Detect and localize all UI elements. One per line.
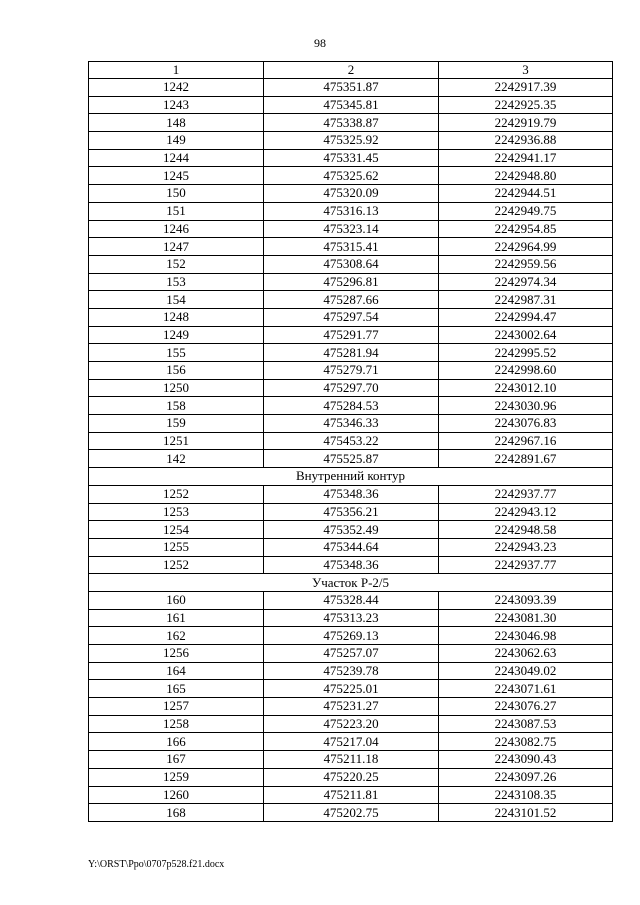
cell-x-coordinate: 475325.62 [264,167,439,185]
cell-point-number: 158 [89,397,264,415]
cell-x-coordinate: 475453.22 [264,432,439,450]
table-row [89,79,613,97]
cell-y-coordinate: 2243071.61 [439,680,613,698]
cell-point-number: 151 [89,202,264,220]
table-row [89,627,613,645]
cell-x-coordinate: 475308.64 [264,255,439,273]
cell-x-coordinate: 475211.18 [264,751,439,769]
table-row [89,804,613,822]
cell-point-number: 1260 [89,786,264,804]
cell-y-coordinate: 2242949.75 [439,202,613,220]
table-row [89,450,613,468]
cell-point-number: 1246 [89,220,264,238]
cell-point-number: 167 [89,751,264,769]
cell-point-number: 1252 [89,556,264,574]
cell-y-coordinate: 2243076.83 [439,415,613,433]
cell-x-coordinate: 475338.87 [264,114,439,132]
table-row [89,680,613,698]
table-row [89,149,613,167]
cell-point-number: 1259 [89,768,264,786]
cell-point-number: 1254 [89,521,264,539]
table-row [89,291,613,309]
table-row [89,521,613,539]
cell-point-number: 166 [89,733,264,751]
cell-point-number: 159 [89,415,264,433]
cell-point-number: 165 [89,680,264,698]
cell-y-coordinate: 2243082.75 [439,733,613,751]
table-row [89,538,613,556]
cell-x-coordinate: 475225.01 [264,680,439,698]
cell-point-number: 1258 [89,715,264,733]
cell-x-coordinate: 475348.36 [264,485,439,503]
cell-y-coordinate: 2242998.60 [439,362,613,380]
cell-x-coordinate: 475345.81 [264,96,439,114]
cell-point-number: 154 [89,291,264,309]
table-row [89,432,613,450]
cell-point-number: 160 [89,591,264,609]
cell-point-number: 1255 [89,538,264,556]
cell-y-coordinate: 2242948.58 [439,521,613,539]
cell-y-coordinate: 2242936.88 [439,132,613,150]
cell-point-number: 156 [89,362,264,380]
cell-x-coordinate: 475346.33 [264,415,439,433]
file-path-footer: Y:\ORST\Ppo\0707p528.f21.docx [88,859,225,870]
cell-point-number: 1252 [89,485,264,503]
cell-x-coordinate: 475351.87 [264,79,439,97]
cell-y-coordinate: 2243030.96 [439,397,613,415]
cell-point-number: 153 [89,273,264,291]
cell-y-coordinate: 2242954.85 [439,220,613,238]
cell-x-coordinate: 475269.13 [264,627,439,645]
table-row [89,167,613,185]
table-row [89,591,613,609]
cell-y-coordinate: 2243076.27 [439,698,613,716]
cell-x-coordinate: 475352.49 [264,521,439,539]
header-cell-point: 1 [89,62,264,79]
cell-x-coordinate: 475217.04 [264,733,439,751]
cell-point-number: 149 [89,132,264,150]
header-cell-y: 3 [439,62,613,79]
cell-point-number: 150 [89,185,264,203]
cell-x-coordinate: 475297.70 [264,379,439,397]
cell-x-coordinate: 475291.77 [264,326,439,344]
cell-x-coordinate: 475281.94 [264,344,439,362]
cell-y-coordinate: 2242941.17 [439,149,613,167]
cell-x-coordinate: 475202.75 [264,804,439,822]
cell-x-coordinate: 475223.20 [264,715,439,733]
cell-y-coordinate: 2242891.67 [439,450,613,468]
cell-point-number: 168 [89,804,264,822]
cell-y-coordinate: 2242944.51 [439,185,613,203]
cell-x-coordinate: 475231.27 [264,698,439,716]
cell-y-coordinate: 2242994.47 [439,308,613,326]
cell-point-number: 1253 [89,503,264,521]
section-label: Внутренний контур [89,468,613,486]
cell-y-coordinate: 2243062.63 [439,645,613,663]
table-row [89,415,613,433]
cell-point-number: 1245 [89,167,264,185]
cell-y-coordinate: 2243108.35 [439,786,613,804]
cell-x-coordinate: 475313.23 [264,609,439,627]
cell-y-coordinate: 2242995.52 [439,344,613,362]
cell-x-coordinate: 475257.07 [264,645,439,663]
table-row [89,609,613,627]
table-header [89,62,613,79]
cell-point-number: 142 [89,450,264,468]
table-row [89,768,613,786]
cell-y-coordinate: 2242917.39 [439,79,613,97]
table-row [89,786,613,804]
cell-y-coordinate: 2242919.79 [439,114,613,132]
cell-point-number: 1244 [89,149,264,167]
cell-x-coordinate: 475220.25 [264,768,439,786]
cell-point-number: 161 [89,609,264,627]
cell-y-coordinate: 2243101.52 [439,804,613,822]
cell-point-number: 1250 [89,379,264,397]
cell-point-number: 1257 [89,698,264,716]
cell-x-coordinate: 475296.81 [264,273,439,291]
cell-y-coordinate: 2242974.34 [439,273,613,291]
table-row [89,556,613,574]
cell-y-coordinate: 2242987.31 [439,291,613,309]
table-row [89,255,613,273]
table-row [89,308,613,326]
table-row [89,326,613,344]
cell-x-coordinate: 475325.92 [264,132,439,150]
table-row [89,397,613,415]
table-row [89,96,613,114]
table-row [89,132,613,150]
table-row [89,344,613,362]
cell-x-coordinate: 475344.64 [264,538,439,556]
cell-x-coordinate: 475239.78 [264,662,439,680]
cell-y-coordinate: 2242943.12 [439,503,613,521]
cell-y-coordinate: 2243046.98 [439,627,613,645]
cell-point-number: 1242 [89,79,264,97]
cell-x-coordinate: 475323.14 [264,220,439,238]
cell-x-coordinate: 475331.45 [264,149,439,167]
cell-y-coordinate: 2242948.80 [439,167,613,185]
section-row [89,574,613,592]
cell-y-coordinate: 2242943.23 [439,538,613,556]
cell-x-coordinate: 475320.09 [264,185,439,203]
table-row [89,238,613,256]
cell-y-coordinate: 2243002.64 [439,326,613,344]
table-row [89,662,613,680]
table-row [89,202,613,220]
table-body [89,79,613,822]
table-row [89,485,613,503]
cell-point-number: 1251 [89,432,264,450]
cell-y-coordinate: 2243090.43 [439,751,613,769]
table-row [89,715,613,733]
page-number: 98 [314,36,326,50]
table-row [89,698,613,716]
cell-y-coordinate: 2242959.56 [439,255,613,273]
cell-y-coordinate: 2243049.02 [439,662,613,680]
header-row [89,62,613,79]
cell-x-coordinate: 475287.66 [264,291,439,309]
cell-y-coordinate: 2243097.26 [439,768,613,786]
table-row [89,273,613,291]
cell-y-coordinate: 2243093.39 [439,591,613,609]
cell-x-coordinate: 475316.13 [264,202,439,220]
cell-point-number: 1247 [89,238,264,256]
cell-x-coordinate: 475328.44 [264,591,439,609]
cell-point-number: 1243 [89,96,264,114]
cell-point-number: 148 [89,114,264,132]
table-row [89,733,613,751]
cell-y-coordinate: 2243012.10 [439,379,613,397]
cell-point-number: 1256 [89,645,264,663]
table-row [89,503,613,521]
section-row [89,468,613,486]
header-cell-x: 2 [264,62,439,79]
table-row [89,379,613,397]
table-row [89,114,613,132]
cell-x-coordinate: 475525.87 [264,450,439,468]
coordinates-table [88,61,613,822]
cell-y-coordinate: 2242967.16 [439,432,613,450]
section-label: Участок Р-2/5 [89,574,613,592]
table-row [89,220,613,238]
cell-point-number: 1249 [89,326,264,344]
cell-y-coordinate: 2242925.35 [439,96,613,114]
cell-x-coordinate: 475356.21 [264,503,439,521]
cell-point-number: 1248 [89,308,264,326]
cell-x-coordinate: 475348.36 [264,556,439,574]
cell-y-coordinate: 2242937.77 [439,485,613,503]
cell-y-coordinate: 2243087.53 [439,715,613,733]
cell-point-number: 162 [89,627,264,645]
cell-x-coordinate: 475211.81 [264,786,439,804]
cell-point-number: 152 [89,255,264,273]
cell-x-coordinate: 475315.41 [264,238,439,256]
cell-point-number: 164 [89,662,264,680]
cell-y-coordinate: 2243081.30 [439,609,613,627]
cell-x-coordinate: 475279.71 [264,362,439,380]
table-row [89,751,613,769]
cell-point-number: 155 [89,344,264,362]
table-row [89,362,613,380]
cell-x-coordinate: 475284.53 [264,397,439,415]
cell-y-coordinate: 2242937.77 [439,556,613,574]
table-row [89,185,613,203]
cell-x-coordinate: 475297.54 [264,308,439,326]
table-row [89,645,613,663]
cell-y-coordinate: 2242964.99 [439,238,613,256]
